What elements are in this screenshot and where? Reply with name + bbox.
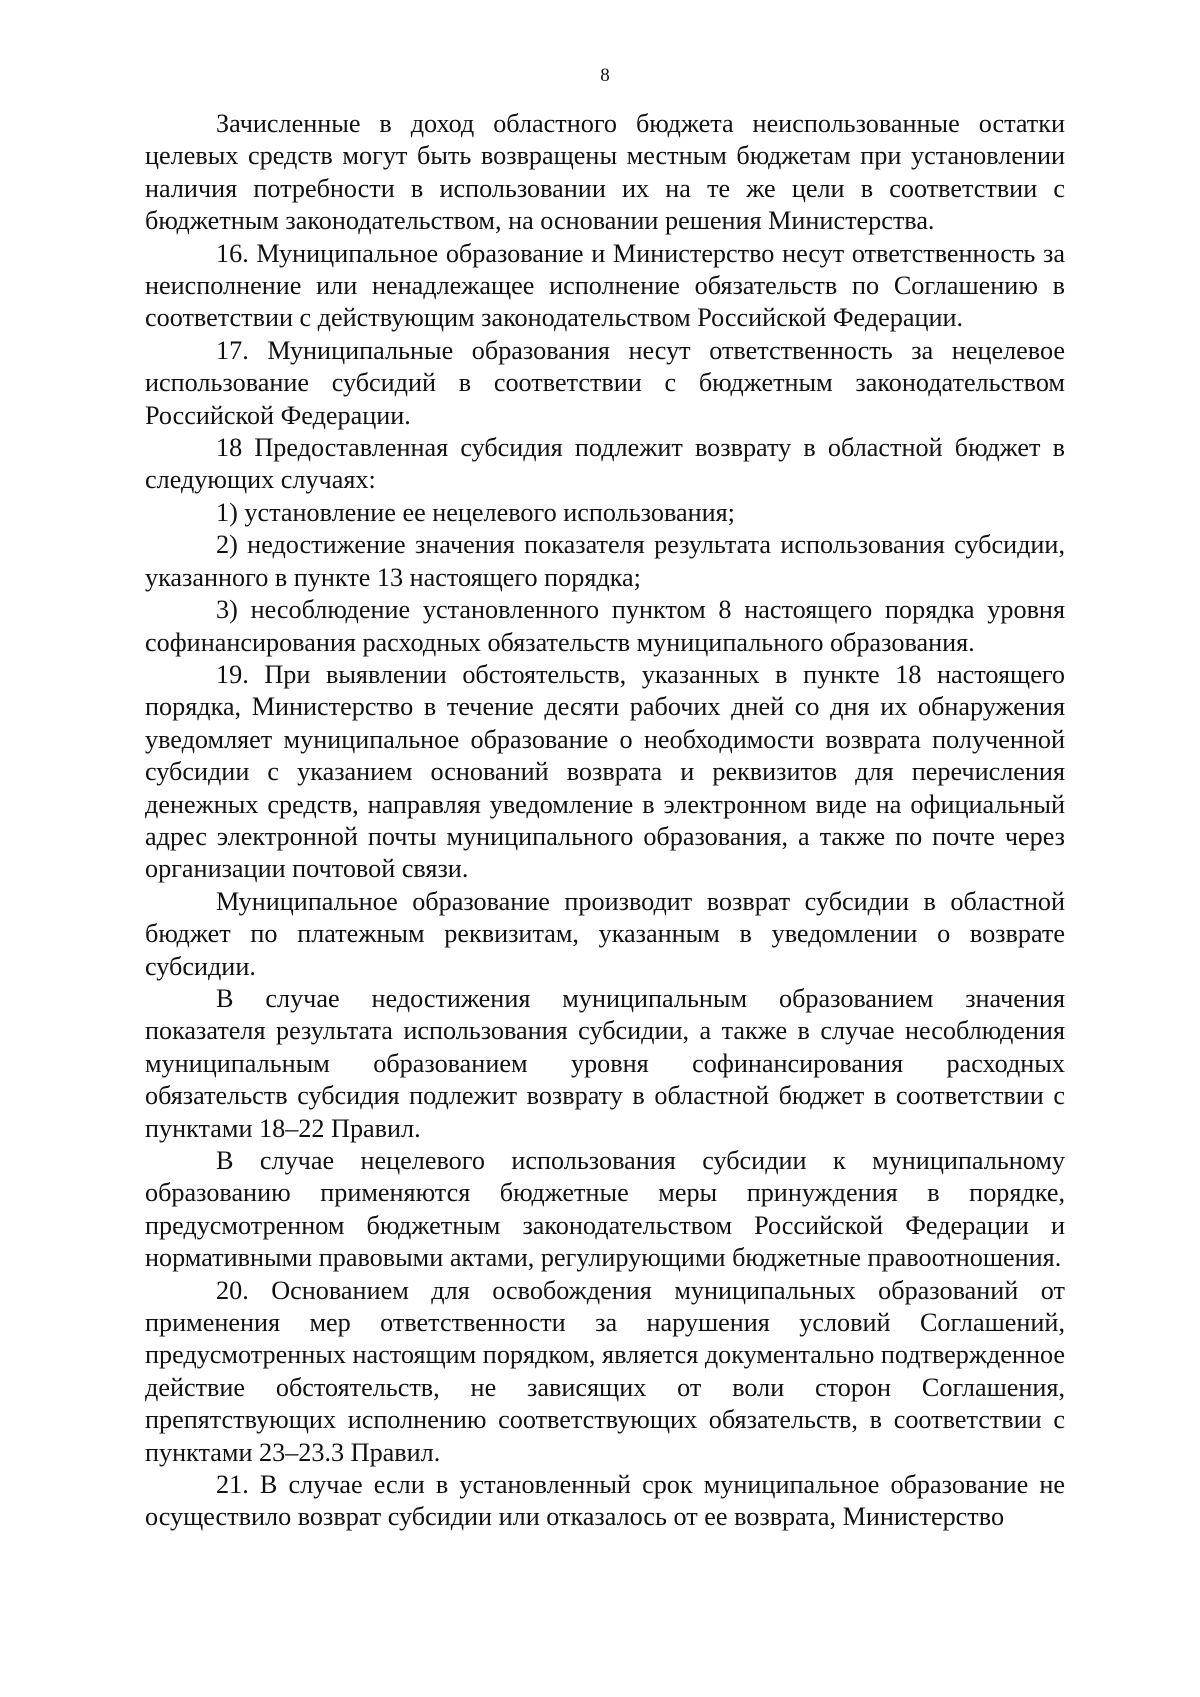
paragraph-18-item-2: 2) недостижение значения показателя результата использования субсидии, указанного в пункте 13 настоящего порядка; [145, 530, 1065, 592]
paragraph-16: 16. Муниципальное образование и Министерство несут ответственность за неисполнение или ненадлежащее исполнение обязательств по Соглашению в соответствии с действующим законодательством Российской Федерации. [145, 238, 1065, 333]
document-page [145, 64, 1065, 1534]
paragraph-19-misuse: В случае нецелевого использования субсидии к муниципальному образованию применяются бюджетные меры принуждения в порядке, предусмотренном бюджетным законодательством Российской Федерации и нормативными правовыми актами, регулирующими бюджетные правоотношения. [145, 1146, 1065, 1273]
page-number: 8 [600, 65, 610, 86]
paragraph-17: 17. Муниципальные образования несут ответственность за нецелевое использование субсидий в соответствии с бюджетным законодательством Российской Федерации. [145, 335, 1065, 430]
paragraph-18-item-3: 3) несоблюдение установленного пунктом 8 настоящего порядка уровня софинансирования расходных обязательств муниципального образования. [145, 595, 1065, 657]
paragraph-19-return: Муниципальное образование производит возврат субсидии в областной бюджет по платежным реквизитам, указанным в уведомлении о возврате субсидии. [145, 886, 1065, 981]
paragraph-21: 21. В случае если в установленный срок муниципальное образование не осуществило возврат субсидии или отказалось от ее возврата, Министерство [145, 1470, 1065, 1532]
paragraph-18-item-1: 1) установление ее нецелевого использования; [216, 497, 735, 527]
paragraph-20: 20. Основанием для освобождения муниципальных образований от применения мер ответственности за нарушения условий Соглашений, предусмотренных настоящим порядком, является документально подтвержденное действие обстоятельств, не зависящих от воли сторон Соглашения, препятствующих исполнению соответствующих обязательств, в соответствии с пунктами 23–23.3 Правил. [145, 1275, 1065, 1467]
paragraph-returned-balances: Зачисленные в доход областного бюджета неиспользованные остатки целевых средств могут быть возвращены местным бюджетам при установлении наличия потребности в использовании их на те же цели в соответствии с бюджетным законодательством, на основании решения Министерства. [145, 109, 1065, 236]
paragraph-18: 18 Предоставленная субсидия подлежит возврату в областной бюджет в следующих случаях: [145, 433, 1065, 495]
paragraph-19-shortfall: В случае недостижения муниципальным образованием значения показателя результата использования субсидии, а также в случае несоблюдения муниципальным образованием уровня софинансирования расходных обязательств субсидия подлежит возврату в областной бюджет в соответствии с пунктами 18–22 Правил. [145, 983, 1065, 1143]
paragraph-19: 19. При выявлении обстоятельств, указанных в пункте 18 настоящего порядка, Министерство в течение десяти рабочих дней со дня их обнаружения уведомляет муниципальное образование о необходимости возврата полученной субсидии с указанием оснований возврата и реквизитов для перечисления денежных средств, направляя уведомление в электронном виде на официальный адрес электронной почты муниципального образования, а также по почте через организации почтовой связи. [145, 659, 1065, 884]
